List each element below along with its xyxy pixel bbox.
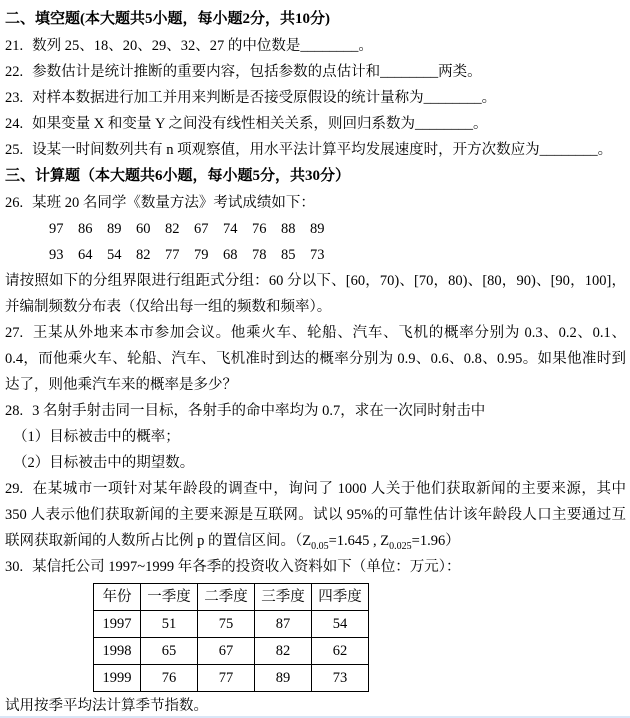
table-cell: 76 <box>141 665 198 692</box>
question-26-instruction: 请按照如下的分组界限进行组距式分组：60 分以下、[60，70)、[70，80)、[80，90)、[90，100]，并编制频数分布表（仅给出每一组的频数和频率）。 <box>5 273 626 315</box>
question-number: 23. <box>5 90 24 106</box>
question-number: 27. <box>5 325 24 341</box>
z-note-subscript-1: 0.05 <box>311 540 329 552</box>
question-number: 26. <box>5 195 24 211</box>
question-26-intro <box>5 190 626 216</box>
question-27 <box>5 320 626 398</box>
z-note-mid: =1.645 , Z <box>328 533 390 549</box>
question-text: 对样本数据进行加工并用来判断是否接受原假设的统计量称为________。 <box>32 90 497 106</box>
table-cell: 87 <box>255 611 312 638</box>
question-number: 24. <box>5 116 24 132</box>
question-24 <box>5 111 626 137</box>
table-cell: 73 <box>312 665 369 692</box>
question-23 <box>5 85 626 111</box>
table-cell: 89 <box>255 665 312 692</box>
table-row <box>94 611 369 638</box>
question-28 <box>5 398 626 424</box>
question-29 <box>5 476 626 554</box>
question-text: 参数估计是统计推断的重要内容，包括参数的点估计和________两类。 <box>32 64 482 80</box>
table-cell: 75 <box>198 611 255 638</box>
table-cell: 67 <box>198 638 255 665</box>
question-text: 3 名射手射击同一目标，各射手的命中率均为 0.7，求在一次同时射击中 <box>32 403 486 419</box>
question-number: 30. <box>5 559 24 575</box>
question-text: 如果变量 X 和变量 Y 之间没有线性相关关系，则回归系数为________。 <box>32 116 488 132</box>
table-row <box>94 638 369 665</box>
question-text: 某班 20 名同学《数量方法》考试成绩如下： <box>32 195 315 211</box>
question-26-scores-row-1: 97 86 89 60 82 67 74 76 88 89 <box>49 221 325 237</box>
table-cell: 65 <box>141 638 198 665</box>
question-28-part-1: （1）目标被击中的概率； <box>13 429 180 445</box>
section-calc-heading: 三、计算题（本大题共6小题，每小题5分，共30分） <box>5 168 351 184</box>
column-header-q1: 一季度 <box>141 584 198 611</box>
question-text: 王某从外地来本市参加会议。他乘火车、轮船、汽车、飞机的概率分别为 0.3、0.2、0.1、0.4，而他乘火车、轮船、汽车、飞机准时到达的概率分别为 0.9、0.6、0.8、0.95。如果他准时到达了，则他乘汽车来的概率是多少？ <box>5 325 626 393</box>
z-note-pre: （Z <box>295 533 312 549</box>
table-cell: 77 <box>198 665 255 692</box>
investment-income-table <box>93 583 369 692</box>
table-row <box>94 665 369 692</box>
question-number: 25. <box>5 142 24 158</box>
question-30-intro <box>5 554 626 580</box>
question-25 <box>5 137 626 163</box>
table-cell: 54 <box>312 611 369 638</box>
table-cell-year: 1997 <box>94 611 141 638</box>
question-28-part-2: （2）目标被击中的期望数。 <box>13 455 195 471</box>
column-header-year: 年份 <box>94 584 141 611</box>
section-fill-heading: 二、填空题(本大题共5小题，每小题2分，共10分) <box>5 11 330 27</box>
question-text: 设某一时间数列共有 n 项观察值，用水平法计算平均发展速度时，开方次数应为________。 <box>32 142 613 158</box>
question-text: 数列 25、18、20、29、32、27 的中位数是________。 <box>32 38 373 54</box>
column-header-q2: 二季度 <box>198 584 255 611</box>
question-number: 21. <box>5 38 24 54</box>
column-header-q4: 四季度 <box>312 584 369 611</box>
question-21 <box>5 33 626 59</box>
table-cell-year: 1998 <box>94 638 141 665</box>
z-note-subscript-2: 0.025 <box>389 540 412 552</box>
table-cell: 82 <box>255 638 312 665</box>
table-cell: 51 <box>141 611 198 638</box>
table-cell: 62 <box>312 638 369 665</box>
question-text: 某信托公司 1997~1999 年各季的投资收入资料如下（单位：万元）： <box>32 559 461 575</box>
question-number: 29. <box>5 481 24 497</box>
column-header-q3: 三季度 <box>255 584 312 611</box>
question-text: 在某城市一项针对某年龄段的调查中，询问了 1000 人关于他们获取新闻的主要来源，其中 350 人表示他们获取新闻的主要来源是互联网。试以 95%的可靠性估计该年龄段人口主要通过互联网获取新闻的人数所占比例 p 的置信区间。 <box>5 481 626 549</box>
question-number: 28. <box>5 403 24 419</box>
question-26-scores-row-2: 93 64 54 82 77 79 68 78 85 73 <box>49 247 325 263</box>
question-number: 22. <box>5 64 24 80</box>
table-header-row <box>94 584 369 611</box>
z-note-post: =1.96） <box>411 533 460 549</box>
question-30-outro: 试用按季平均法计算季节指数。 <box>5 698 208 714</box>
question-22 <box>5 59 626 85</box>
table-cell-year: 1999 <box>94 665 141 692</box>
